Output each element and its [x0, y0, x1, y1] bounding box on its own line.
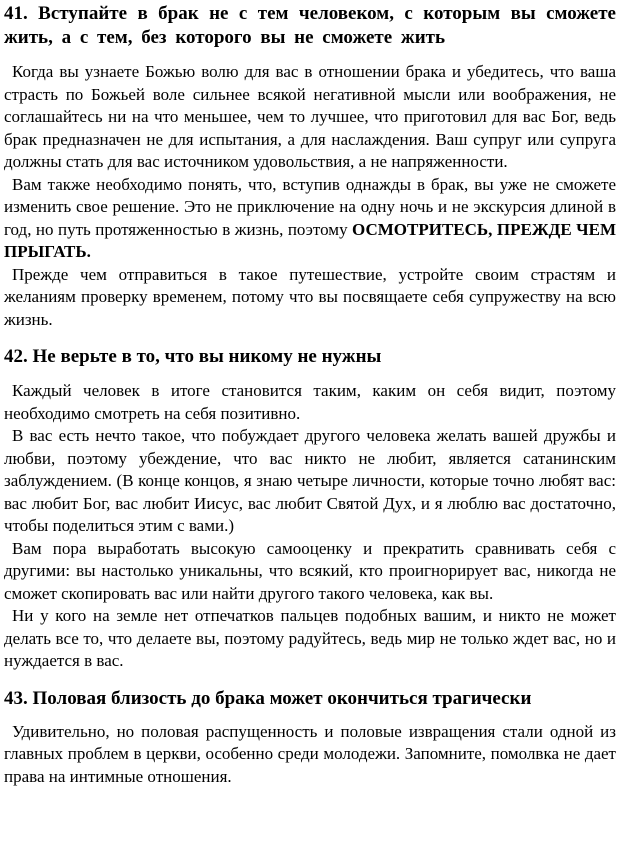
section-41-emphasis: ОСМОТРИТЕСЬ, ПРЕЖДЕ ЧЕМ ПРЫГАТЬ.: [4, 219, 616, 261]
section-42-paragraph-3: Вам пора выработать высокую самооценку и прекратить сравнивать себя с другими: вы настолько уникальны, что всякий, кто проигнорирует вас, никогда не сможет скопировать вас или найти другого такого человека, как вы.: [4, 538, 616, 603]
section-43-heading: 43. Половая близость до брака может окончиться трагически: [4, 687, 532, 709]
section-43-body: [4, 721, 616, 789]
section-41-heading: 41. Вступайте в брак не с тем человеком, с которым вы сможете жить, а с тем, без которого вы не сможете жить: [4, 3, 616, 48]
section-42-heading: 42. Не верьте в то, что вы никому не нужны: [4, 346, 382, 367]
section-41-paragraph-2-text: Вам также необходимо понять, что, вступив однажды в брак, вы уже не сможете изменить свое решение. Это не приключение на одну ночь и не экскурсия длиной в год, но путь протяженностью в жизнь, поэтому: [4, 174, 616, 239]
section-42-paragraph-2: В вас есть нечто такое, что побуждает другого человека желать вашей дружбы и любви, поэтому убеждение, что вас никто не любит, является сатанинским заблуждением. (В конце концов, я знаю четыре личности, которые точно любят вас: вас любит Бог, вас любит Иисус, вас любит Святой Дух, и я люблю вас достаточно, чтобы поделиться этим с вами.): [4, 426, 616, 535]
section-42-body: [4, 380, 616, 673]
section-42-paragraph-4: Ни у кого на земле нет отпечатков пальцев подобных вашим, и никто не может делать все то, что делаете вы, поэтому радуйтесь, ведь мир не только ждет вас, но и нуждается в вас.: [4, 606, 616, 670]
section-41-paragraph-2: [4, 174, 616, 264]
section-42-paragraph-1: Каждый человек в итоге становится таким, каким он себя видит, поэтому необходимо смотреть на себя позитивно.: [4, 381, 616, 423]
section-41-paragraph-1: Когда вы узнаете Божью волю для вас в отношении брака и убедитесь, что ваша страсть по Божьей воле сильнее всякой негативной мысли или воображения, не соглашайтесь ни на что меньшее, чем то лучшее, что приготовил для вас Бог, ведь брак предназначен не для испытания, а для наслаждения. Ваш супруг или супруга должны стать для вас источником удовольствия, а не напряженности.: [4, 62, 616, 171]
section-43-paragraph-1: Удивительно, но половая распущенность и половые извращения стали одной из главных проблем в церкви, особенно среди молодежи. Запомните, помолвка не дает права на интимные отношения.: [4, 721, 616, 786]
section-41-body: [4, 61, 616, 331]
section-41-paragraph-3: Прежде чем отправиться в такое путешествие, устройте своим страстям и желаниям проверку временем, потому что вы посвящаете себя супружеству на всю жизнь.: [4, 264, 616, 329]
